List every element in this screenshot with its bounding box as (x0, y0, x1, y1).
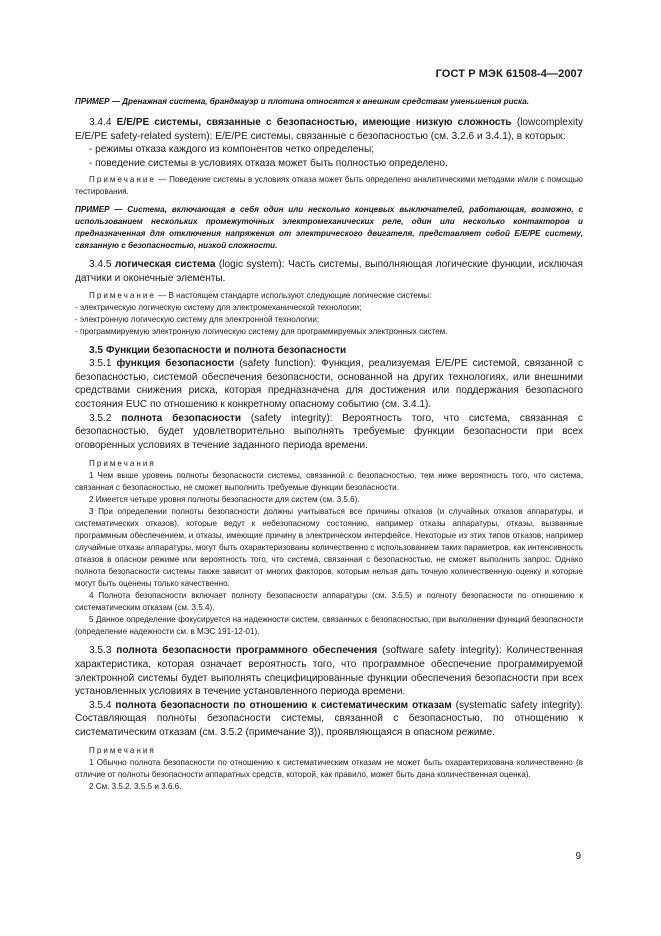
clause-term: полнота безопасности программного обеспечения (116, 645, 378, 657)
note-label: Примечание (89, 290, 156, 300)
clause-3-4-4 (75, 116, 583, 143)
clause-term: полнота безопасности (121, 412, 242, 424)
clause-text: (safety function): Функция, реализуемая E/E/PE системой, связанной с безопасностью, системой обеспечения безопасности, основанной на других технологиях, или внешними средствами снижения риска, которая предназначена для достижения или поддержания безопасного состояния EUC по отношению к конкретному опасному событию (см. 3.4.1). (75, 358, 583, 410)
clause-3-5-3 (75, 644, 583, 698)
clause-number: 3.5.2 (89, 412, 112, 424)
clause-text: (lowcomplexity E/E/PE safety-related system): E/E/PE системы, связанные с безопасностью (см. 3.2.6 и 3.4.1), в которых: (75, 117, 584, 142)
example-limit-switches: ПРИМЕР — Система, включающая в себя один или несколько концевых выключателей, работающая, возможно, с использованием нескольких промежуточных электромеханических реле, один или несколько контакторов и предназначенная для отключения напряжения от электрического двигателя, представляет собой E/E/PE систему, связанную с безопасностью, низкой сложности. (75, 205, 583, 251)
list-item: - электронную логическую систему для электронной технологии; (75, 314, 320, 324)
list-item: - режимы отказа каждого из компонентов четко определены; (89, 144, 375, 156)
notes-label: Примечания (89, 746, 156, 756)
note-item: 1 Чем выше уровень полноты безопасности системы, связанной с безопасностью, тем ниже вероятность того, что система, связанная с безопасностью, не сможет выполнить требуемые функции безопасности. (75, 471, 583, 493)
note-label: Примечание (89, 175, 156, 185)
clause-3-5-2 (75, 412, 583, 453)
clause-term: полнота безопасности по отношению к систематическим отказам (115, 699, 452, 711)
clause-number: 3.5.4 (89, 699, 112, 711)
clause-number: 3.4.5 (89, 259, 112, 271)
clause-number: 3.5.1 (89, 358, 112, 370)
note-item: 4 Полнота безопасности включает полноту безопасности аппаратуры (см. 3.5.5) и полноту безопасности по отношению к систематическим отказам (см. 3.5.4). (75, 591, 583, 613)
page-number: 9 (575, 851, 581, 862)
clause-number: 3.4.4 (89, 117, 112, 128)
note-item: 2 Имеется четыре уровня полноты безопасности для систем (см. 3.5.6). (89, 495, 360, 505)
clause-number: 3.5.3 (89, 645, 112, 657)
note-text: — Поведение системы в условиях отказа может быть определено аналитическими методами и/или с помощью тестирования. (75, 175, 583, 197)
clause-text: (logic system): Часть системы, выполняющая логические функции, исключая датчики и оконечные элементы. (75, 259, 583, 284)
note-item: 1 Обычно полнота безопасности по отношению к систематическим отказам не может быть охарактеризована количественно (в отличие от полноты безопасности аппаратных средств, которой, как правило, может быть дана количественная оценка). (75, 758, 583, 780)
section-heading-3-5: 3.5 Функции безопасности и полнота безопасности (89, 344, 347, 356)
clause-text: (systematic safety integrity): Составляющая полноты безопасности системы, связанной с безопасностью, по отношению к систематическим отказам (см. 3.5.2 (примечание 3)), проявляющаяся в опасном режиме. (75, 699, 584, 738)
clause-text: (software safety integrity): Количественная характеристика, которая означает вероятность того, что программное обеспечение программируемой электронной системы будет выполнять специфицированные функции обеспечения безопасности при всех установленных условиях в течение установленного периода времени. (75, 645, 583, 698)
note-3-4-5 (75, 290, 583, 302)
note-item: 3 При определении полноты безопасности должны учитываться все причины отказов (и случайных отказов аппаратуры, и систематических отказов), которые ведут к небезопасному состоянию, например отказы аппаратуры, отказы, вызванные программным обеспечением, и отказы, имеющие причину в электрическом интерфейсе. Некоторые из этих типов отказов, например случайные отказы аппаратуры, могут быть охарактеризованы количественно с использованием таких параметров, как интенсивность отказов в опасном режиме или вероятность того, что система, связанная с безопасностью, не сможет выполнить запрос. Однако полнота безопасности системы также зависит от многих факторов, которым нельзя дать точную количественную оценку и которые могут быть оценены только качественно. (75, 507, 583, 589)
clause-term: E/E/PE системы, связанные с безопасностью, имеющие низкую сложность (116, 117, 512, 128)
note-3-4-4 (75, 174, 583, 198)
clause-3-4-5 (75, 258, 583, 285)
clause-term: логическая система (114, 259, 216, 271)
notes-label: Примечания (89, 459, 156, 469)
list-item: - электрическую логическую систему для электромеханической технологии; (75, 302, 362, 312)
list-item: - поведение системы в условиях отказа может быть полностью определено. (89, 157, 448, 169)
clause-text: (safety integrity): Вероятность того, что система, связанная с безопасностью, будет удовлетворительно выполнять требуемые функции безопасности при всех оговоренных условиях в течение заданного периода времени. (75, 412, 583, 451)
clause-3-5-1 (75, 357, 583, 411)
clause-3-5-4 (75, 699, 583, 740)
note-item: 2 См. 3.5.2, 3.5.5 и 3.6.6. (89, 782, 182, 792)
note-text: — В настоящем стандарте используют следующие логические системы: (155, 290, 432, 300)
list-item: - программируемую электронную логическую систему для программируемых электронных систем. (75, 326, 448, 336)
page-content (75, 96, 583, 793)
example-drainage: ПРИМЕР — Дренажная система, брандмауэр и плотина относятся к внешним средствам уменьшения риска. (75, 97, 529, 106)
document-header: ГОСТ Р МЭК 61508-4—2007 (435, 68, 583, 80)
clause-term: функция безопасности (116, 358, 235, 370)
note-item: 5 Данное определение фокусируется на надежности систем, связанных с безопасностью, при выполнении функций безопасности (определение надежности см. в МЭС 191-12-01). (75, 615, 583, 637)
